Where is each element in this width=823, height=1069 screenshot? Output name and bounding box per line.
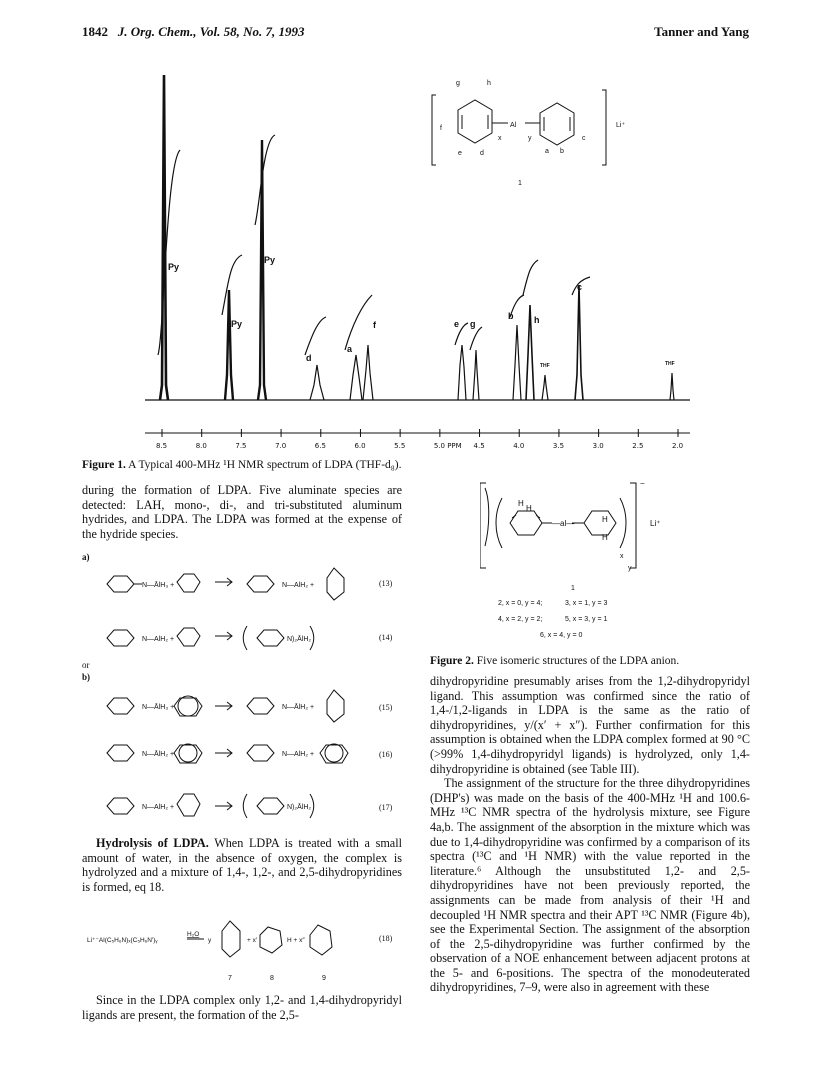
- eq-15-number: (15): [379, 703, 393, 712]
- page-number: 1842: [82, 24, 108, 39]
- nmr-spectrum-figure: [140, 55, 700, 465]
- eq-17-number: (17): [379, 803, 393, 812]
- axis-tick-label: 2.5: [632, 442, 644, 450]
- hydrolysis-paragraph: [82, 836, 402, 894]
- peak-label-e: e: [454, 319, 460, 329]
- axis-tick-label: 4.5: [473, 442, 485, 450]
- figure1-caption-text: A Typical 400-MHz ¹H NMR spectrum of LDPA (THF-d₈).: [128, 459, 402, 471]
- axis-tick-label: 6.0: [354, 442, 366, 450]
- svg-text:H: H: [602, 515, 608, 524]
- right-para-1: dihydropyridine presumably arises from the 1,2-dihydropyridyl ligand. This assumption was confirmed since the ratio of 1,4-/1,2-ligands in LDPA is the same as the ratio of dihydropyridines, y/(x′ + x″). Further confirmation for this assumption is obtained when the LDPA complex formed at 90 °C (>99% 1,4-dihydropyridyl ligands) is hydrolyzed, only 1,4-dihydropyridine is obtained (see Table III).: [430, 674, 750, 776]
- svg-text:H + x″: H + x″: [287, 937, 305, 944]
- left-last-text: Since in the LDPA complex only 1,2- and 1,4-dihydropyridyl ligands are present, the formation of the 2,5-: [82, 993, 402, 1022]
- running-header-authors: Tanner and Yang: [654, 24, 749, 39]
- figure2-caption: [430, 654, 679, 669]
- axis-tick-label: 5.0 PPM: [433, 442, 462, 450]
- left-last-paragraph: [82, 993, 402, 1022]
- peak-label-h: h: [534, 315, 540, 325]
- isomer-5: 5, x = 3, y = 1: [565, 616, 608, 623]
- isomer-2: 2, x = 0, y = 4;: [498, 600, 543, 607]
- fig1-structure-label: 1: [518, 180, 522, 187]
- svg-text:N—ĀlH₂ +: N—ĀlH₂ +: [282, 704, 315, 711]
- svg-text:y: y: [208, 937, 212, 944]
- peak-label-g: g: [470, 319, 476, 329]
- svg-text:−: −: [640, 479, 645, 488]
- peak-label-py-1: Py: [168, 262, 180, 272]
- atom-al: Al: [510, 122, 517, 129]
- figure2-structure: [480, 478, 720, 643]
- axis-tick-label: 7.5: [235, 442, 247, 450]
- figure2-caption-label: Figure 2.: [430, 655, 474, 667]
- svg-text:N—ĀlH₃ +: N—ĀlH₃ +: [142, 704, 175, 711]
- atom-g: g: [456, 80, 460, 87]
- atom-y: y: [528, 135, 532, 142]
- eq-13-number: (13): [379, 579, 393, 588]
- atom-e: e: [458, 150, 462, 157]
- atom-a: a: [545, 148, 549, 155]
- scheme-a-label: a): [82, 552, 90, 562]
- eq18-reactant: Li⁺⁻Al(C₅H₆N)ₓ(C₅H₆N′)ᵧ: [87, 937, 158, 944]
- peak-label-c: c: [577, 282, 583, 292]
- axis-tick-label: 8.5: [156, 442, 168, 450]
- axis-tick-label: 7.0: [275, 442, 287, 450]
- atom-f: f: [440, 125, 442, 132]
- axis-tick-label: 8.0: [195, 442, 207, 450]
- atom-x: x: [498, 135, 502, 142]
- left-intro-paragraph: [82, 483, 402, 541]
- isomer-3: 3, x = 1, y = 3: [565, 600, 608, 607]
- svg-text:x: x: [620, 553, 624, 560]
- eq-16-number: (16): [379, 750, 393, 759]
- compound-8-label: 8: [270, 975, 274, 982]
- reaction-schemes-13-17: [82, 548, 407, 833]
- fig2-structure-label: 1: [571, 585, 575, 592]
- journal-citation: J. Org. Chem., Vol. 58, No. 7, 1993: [117, 24, 305, 39]
- peak-label-b: b: [508, 311, 514, 321]
- scheme-or-label: or: [82, 660, 90, 670]
- axis-tick-label: 5.5: [394, 442, 406, 450]
- atom-d: d: [480, 150, 484, 157]
- svg-text:N—AlH₂ +: N—AlH₂ +: [282, 582, 315, 589]
- isomer-4: 4, x = 2, y = 2;: [498, 616, 543, 623]
- axis-tick-label: 3.5: [552, 442, 565, 450]
- atom-h: h: [487, 80, 491, 87]
- svg-text:Li⁺: Li⁺: [650, 519, 661, 528]
- running-header-left: [82, 24, 304, 40]
- figure1-caption: [82, 458, 402, 473]
- hydrolysis-heading: Hydrolysis of LDPA.: [96, 836, 209, 850]
- eq18-reagent: H₂O: [187, 931, 200, 938]
- atom-c: c: [582, 135, 586, 142]
- peak-label-py-3: Py: [264, 255, 276, 265]
- svg-text:N—AlH₂ +: N—AlH₂ +: [142, 804, 175, 811]
- figure2-caption-text: Five isomeric structures of the LDPA anion.: [476, 655, 680, 667]
- svg-text:—al—: —al—: [552, 519, 575, 528]
- svg-text:N)₂ĀlH₂: N)₂ĀlH₂: [287, 636, 312, 643]
- intro-text: during the formation of LDPA. Five aluminate species are detected: LAH, mono-, di-, and tri-substituted aluminum hydrides, and LDPA. The LDPA was formed at the expense of the hydride species.: [82, 483, 402, 541]
- svg-text:+ x′: + x′: [247, 937, 258, 944]
- compound-7-label: 7: [228, 975, 232, 982]
- peak-label-thf-2: THF: [665, 361, 675, 367]
- peak-label-d: d: [306, 353, 312, 363]
- svg-text:y: y: [628, 565, 632, 572]
- reaction-scheme-18: [82, 905, 407, 985]
- right-para-2: The assignment of the structure for the three dihydropyridines (DHP's) was made on the basis of the 400-MHz ¹H and 100.6-MHz ¹³C NMR spectra of the hydrolysis mixture, see Figure 4a,b. The assignment of the absorption in the mixture which was due to 1,4-dihydropyridine was confirmed by a comparison of its spectra (¹³C and ¹H NMR) with the value reported in the literature.⁶ Although the unsubstituted 1,2- and 2,5-dihydropyridines have not been previously reported, the assignments can be made from analysis of their ¹H and decoupled ¹H NMR spectra and their APT ¹³C NMR (Figure 4b), see the Experimental Section. The assignment of the absorption of the 2,5-dihydropyridine was further confirmed by the observation of a NOE enhancement between adjacent protons at the 5- and 6-positions. The spectra of the monodeuterated dihydropyridines, 7–9, were also in agreement with these: [430, 776, 750, 995]
- atom-b: b: [560, 148, 564, 155]
- figure1-caption-label: Figure 1.: [82, 459, 126, 471]
- svg-text:N)₂ĀlH₂: N)₂ĀlH₂: [287, 804, 312, 811]
- eq-14-number: (14): [379, 633, 393, 642]
- atom-li: Li⁺: [616, 122, 626, 129]
- hydrolysis-text: When LDPA is treated with a small amount of water, in the absence of oxygen, the complex is hydrolyzed and a mixture of 1,4-, 1,2-, and 2,5-dihydropyridines is formed, eq 18.: [82, 836, 402, 894]
- peak-label-thf-1: THF: [540, 363, 550, 369]
- right-column-text: [430, 674, 750, 995]
- peak-label-a: a: [347, 344, 353, 354]
- axis-tick-label: 4.0: [513, 442, 525, 450]
- svg-text:H: H: [602, 533, 608, 542]
- svg-text:H: H: [518, 499, 524, 508]
- svg-text:H: H: [526, 504, 532, 513]
- svg-text:N—AlH₂ +: N—AlH₂ +: [142, 636, 175, 643]
- scheme-b-label: b): [82, 672, 91, 682]
- svg-text:N—ĀlH₂ +: N—ĀlH₂ +: [142, 751, 175, 758]
- svg-text:N—AlH₂ +: N—AlH₂ +: [282, 751, 315, 758]
- peak-label-f: f: [373, 320, 376, 330]
- isomer-6: 6, x = 4, y = 0: [540, 632, 583, 639]
- peak-label-py-2: Py: [231, 319, 243, 329]
- axis-tick-label: 2.0: [672, 442, 684, 450]
- svg-text:N—ĀlH₃ +: N—ĀlH₃ +: [142, 582, 175, 589]
- axis-tick-label: 3.0: [592, 442, 604, 450]
- compound-9-label: 9: [322, 975, 326, 982]
- axis-tick-label: 6.5: [314, 442, 326, 450]
- eq-18-number: (18): [379, 934, 393, 943]
